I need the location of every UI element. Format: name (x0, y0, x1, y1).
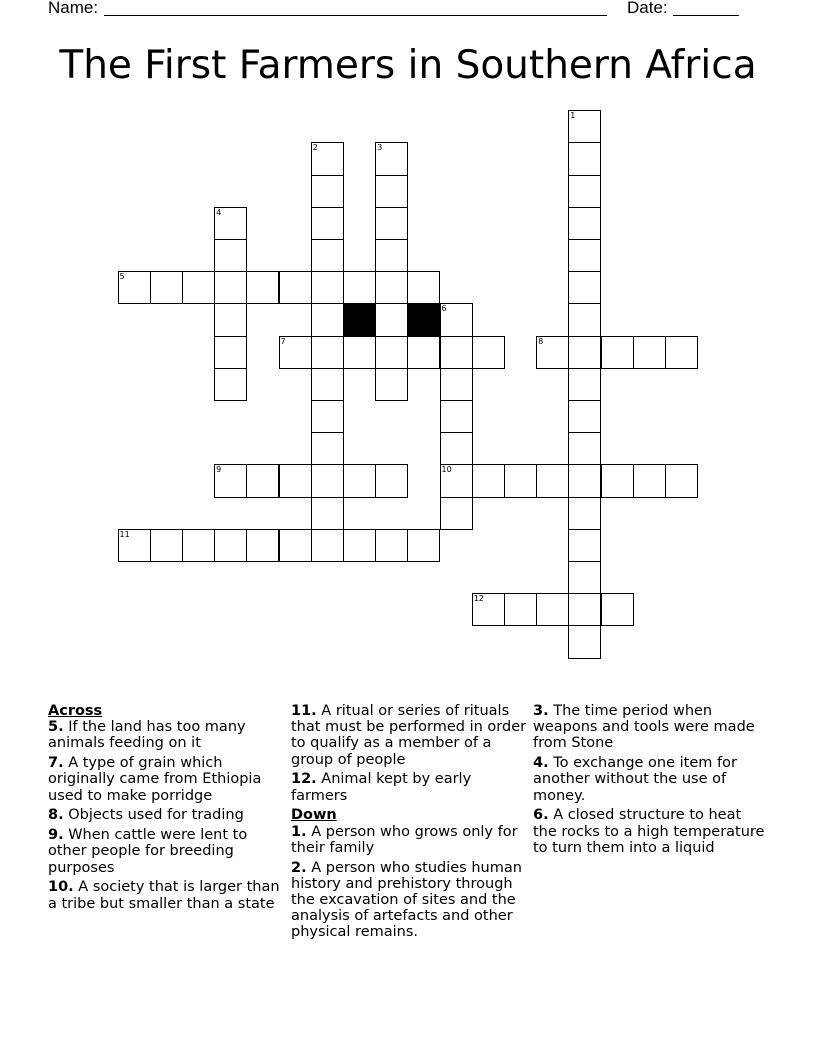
date-field[interactable] (673, 15, 739, 16)
grid-cell[interactable] (246, 464, 279, 497)
grid-cell[interactable] (633, 336, 666, 369)
name-label: Name: (48, 0, 99, 17)
grid-cell[interactable] (279, 529, 312, 562)
grid-cell[interactable] (407, 336, 440, 369)
grid-cell[interactable] (665, 336, 698, 369)
across-heading: Across (48, 703, 103, 719)
grid-cell[interactable] (568, 142, 601, 175)
grid-cell[interactable] (214, 368, 247, 401)
grid-cell[interactable] (311, 336, 344, 369)
clue-down-6: 6. A closed structure to heat the rocks to a high temperature to turn them into a liquid (533, 807, 765, 856)
grid-cell[interactable] (279, 464, 312, 497)
grid-cell[interactable] (472, 593, 505, 626)
grid-cell[interactable] (536, 336, 569, 369)
grid-cell[interactable] (568, 561, 601, 594)
grid-cell[interactable] (311, 529, 344, 562)
grid-cell[interactable] (311, 303, 344, 336)
name-date-header (0, 0, 816, 22)
grid-cell[interactable] (472, 464, 505, 497)
grid-cell[interactable] (150, 271, 183, 304)
grid-cell[interactable] (214, 336, 247, 369)
grid-cell[interactable] (311, 175, 344, 208)
grid-cell[interactable] (568, 529, 601, 562)
grid-cell[interactable] (343, 464, 376, 497)
grid-cell[interactable] (214, 303, 247, 336)
grid-cell[interactable] (375, 303, 408, 336)
grid-cell[interactable] (311, 464, 344, 497)
grid-cell[interactable] (440, 497, 473, 530)
grid-cell[interactable] (568, 175, 601, 208)
clue-number: 4 (216, 207, 222, 217)
page-title: The First Farmers in Southern Africa (59, 43, 757, 88)
clue-down-3: 3. The time period when weapons and tools were made from Stone (533, 703, 755, 752)
grid-cell[interactable] (375, 207, 408, 240)
grid-cell[interactable] (214, 239, 247, 272)
grid-cell[interactable] (504, 593, 537, 626)
grid-cell[interactable] (214, 464, 247, 497)
grid-cell[interactable] (246, 271, 279, 304)
clue-column-2 (291, 703, 527, 944)
grid-cell[interactable] (375, 239, 408, 272)
grid-cell[interactable] (150, 529, 183, 562)
grid-cell[interactable] (311, 207, 344, 240)
date-label: Date: (627, 0, 668, 17)
grid-cell[interactable] (311, 271, 344, 304)
grid-cell[interactable] (407, 529, 440, 562)
grid-cell[interactable] (311, 400, 344, 433)
grid-cell[interactable] (440, 400, 473, 433)
grid-cell[interactable] (214, 207, 247, 240)
clue-column-1 (48, 703, 284, 915)
clue-number: 1 (570, 111, 576, 121)
grid-cell[interactable] (214, 271, 247, 304)
grid-cell[interactable] (118, 271, 151, 304)
grid-cell[interactable] (311, 368, 344, 401)
clue-number: 11 (119, 529, 130, 539)
clue-number: 10 (441, 465, 452, 475)
grid-cell[interactable] (568, 368, 601, 401)
grid-cell[interactable] (568, 432, 601, 465)
clue-down-2: 2. A person who studies human history and prehistory through the excavation of sites and the analysis of artefacts and other physical remains. (291, 859, 522, 941)
clue-across-9: 9. When cattle were lent to other people for breeding purposes (48, 827, 248, 876)
clue-across-5: 5. If the land has too many animals feeding on it (48, 719, 246, 752)
grid-cell[interactable] (568, 593, 601, 626)
grid-cell[interactable] (568, 303, 601, 336)
grid-cell[interactable] (504, 464, 537, 497)
grid-cell[interactable] (568, 271, 601, 304)
clue-across-11: 11. A ritual or series of rituals that must be performed in order to qualify as a member of a group of people (291, 703, 527, 768)
grid-cell[interactable] (311, 497, 344, 530)
grid-cell[interactable] (343, 336, 376, 369)
grid-cell[interactable] (375, 464, 408, 497)
grid-cell[interactable] (343, 529, 376, 562)
grid-cell[interactable] (118, 529, 151, 562)
clue-number: 9 (216, 465, 222, 475)
grid-cell[interactable] (440, 368, 473, 401)
clue-number: 8 (538, 336, 544, 346)
grid-cell[interactable] (568, 497, 601, 530)
grid-cell[interactable] (375, 175, 408, 208)
grid-cell[interactable] (407, 271, 440, 304)
clue-number: 3 (377, 143, 383, 153)
clue-across-8: 8. Objects used for trading (48, 807, 244, 824)
grid-cell[interactable] (279, 271, 312, 304)
grid-cell[interactable] (665, 464, 698, 497)
grid-cell[interactable] (568, 239, 601, 272)
grid-cell[interactable] (568, 336, 601, 369)
blocked-cell (407, 303, 440, 336)
clue-down-4: 4. To exchange one item for another without the use of money. (533, 755, 737, 804)
clue-number: 6 (441, 304, 447, 314)
clue-down-1: 1. A person who grows only for their family (291, 823, 518, 856)
grid-cell[interactable] (568, 110, 601, 143)
grid-cell[interactable] (214, 529, 247, 562)
clue-number: 2 (312, 143, 318, 153)
grid-cell[interactable] (536, 464, 569, 497)
grid-cell[interactable] (440, 432, 473, 465)
grid-cell[interactable] (440, 464, 473, 497)
down-heading: Down (291, 807, 337, 824)
clue-number: 12 (473, 594, 484, 604)
grid-cell[interactable] (440, 336, 473, 369)
grid-cell[interactable] (472, 336, 505, 369)
clue-across-12: 12. Animal kept by early farmers (291, 771, 472, 804)
grid-cell[interactable] (633, 464, 666, 497)
blocked-cell (343, 303, 376, 336)
clue-across-7: 7. A type of grain which originally came from Ethiopia used to make porridge (48, 755, 262, 804)
grid-cell[interactable] (311, 239, 344, 272)
grid-cell[interactable] (568, 464, 601, 497)
grid-cell[interactable] (601, 593, 634, 626)
grid-cell[interactable] (311, 142, 344, 175)
grid-cell[interactable] (375, 368, 408, 401)
grid-cell[interactable] (440, 303, 473, 336)
grid-cell[interactable] (536, 593, 569, 626)
grid-cell[interactable] (246, 529, 279, 562)
clue-across-10: 10. A society that is larger than a tribe but smaller than a state (48, 879, 280, 912)
grid-cell[interactable] (182, 271, 215, 304)
grid-cell[interactable] (375, 142, 408, 175)
clue-number: 7 (280, 336, 286, 346)
clue-column-3 (533, 703, 769, 860)
grid-cell[interactable] (568, 207, 601, 240)
grid-cell[interactable] (375, 336, 408, 369)
grid-cell[interactable] (568, 625, 601, 658)
grid-cell[interactable] (375, 529, 408, 562)
grid-cell[interactable] (182, 529, 215, 562)
grid-cell[interactable] (568, 400, 601, 433)
grid-cell[interactable] (311, 432, 344, 465)
grid-cell[interactable] (343, 271, 376, 304)
grid-cell[interactable] (601, 464, 634, 497)
clue-number: 5 (119, 272, 125, 282)
grid-cell[interactable] (375, 271, 408, 304)
name-field[interactable] (104, 15, 607, 16)
grid-cell[interactable] (279, 336, 312, 369)
grid-cell[interactable] (601, 336, 634, 369)
